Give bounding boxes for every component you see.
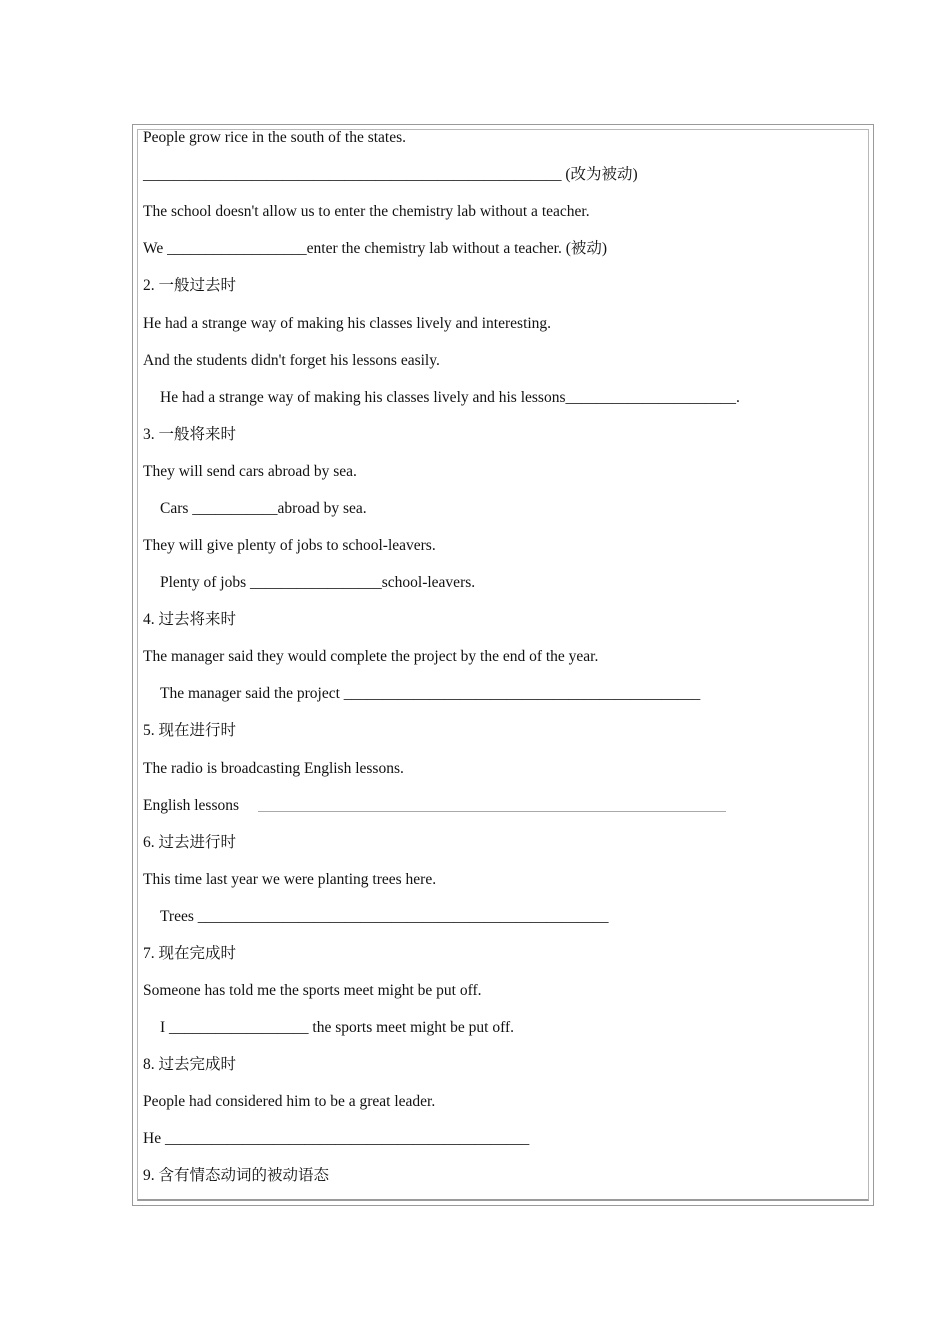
answer-line-6: The manager said the project ______________________________________________ (160, 685, 701, 702)
answer-line-10: He _______________________________________________ (143, 1130, 530, 1147)
answer-line-2: We __________________enter the chemistry lab without a teacher. (被动) (143, 240, 608, 257)
section-heading-9: 9. 含有情态动词的被动语态 (143, 1167, 330, 1184)
section-heading-3: 3. 一般将来时 (143, 426, 237, 443)
section-heading-8: 8. 过去完成时 (143, 1056, 237, 1073)
answer-line-8: Trees _____________________________________________________ (160, 908, 609, 925)
answer-line-7: English lessons (143, 797, 240, 814)
section-heading-4: 4. 过去将来时 (143, 611, 237, 628)
sentence-original-9: This time last year we were planting trees here. (143, 871, 437, 888)
sentence-original-8: The radio is broadcasting English lessons. (143, 760, 404, 777)
answer-line-3: He had a strange way of making his classes lively and his lessons______________________. (160, 389, 740, 406)
sentence-original-3: He had a strange way of making his classes lively and interesting. (143, 315, 552, 332)
sentence-original-5: They will send cars abroad by sea. (143, 463, 357, 480)
answer-line-1: ______________________________________________________ (改为被动) (143, 166, 638, 183)
section-heading-7: 7. 现在完成时 (143, 945, 237, 962)
sentence-original-4: And the students didn't forget his lessons easily. (143, 352, 440, 369)
sentence-original-1: People grow rice in the south of the states. (143, 129, 407, 146)
answer-line-5: Plenty of jobs _________________school-leavers. (160, 574, 476, 591)
answer-line-9: I __________________ the sports meet might be put off. (160, 1019, 515, 1036)
sentence-original-7: The manager said they would complete the project by the end of the year. (143, 648, 599, 665)
answer-rule-7 (258, 811, 726, 812)
section-heading-6: 6. 过去进行时 (143, 834, 237, 851)
sentence-original-10: Someone has told me the sports meet might be put off. (143, 982, 482, 999)
sentence-original-6: They will give plenty of jobs to school-leavers. (143, 537, 436, 554)
section-heading-2: 2. 一般过去时 (143, 277, 237, 294)
sentence-original-2: The school doesn't allow us to enter the chemistry lab without a teacher. (143, 203, 590, 220)
answer-line-4: Cars ___________abroad by sea. (160, 500, 367, 517)
sentence-original-11: People had considered him to be a great leader. (143, 1093, 436, 1110)
section-heading-5: 5. 现在进行时 (143, 722, 237, 739)
